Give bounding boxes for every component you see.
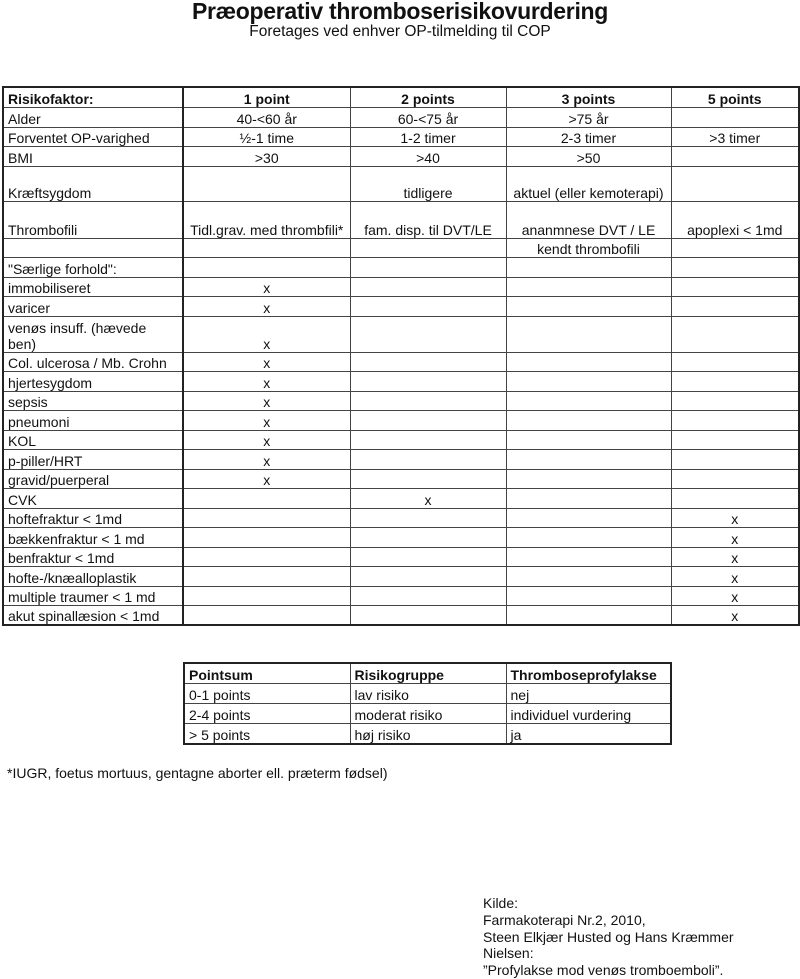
- table-row: [3, 489, 799, 509]
- risk-point-cell: [506, 372, 671, 392]
- summary-cell: individuel vurdering: [506, 704, 671, 724]
- risk-point-cell: fam. disp. til DVT/LE: [350, 201, 506, 238]
- risk-point-cell: [506, 567, 671, 587]
- table-row: [3, 258, 799, 278]
- risk-factor-label: hjertesygdom: [3, 372, 183, 392]
- risk-point-cell: [183, 508, 350, 528]
- risk-point-cell: >3 timer: [671, 127, 799, 147]
- source-citation: [483, 895, 734, 979]
- risk-point-cell: [350, 372, 506, 392]
- table-row: [3, 352, 799, 372]
- risk-point-cell: [183, 258, 350, 278]
- risk-point-cell: x: [183, 352, 350, 372]
- table-row: [3, 528, 799, 548]
- risk-point-cell: x: [671, 606, 799, 626]
- risk-factor-label: Alder: [3, 108, 183, 128]
- column-header: 3 points: [506, 87, 671, 108]
- risk-point-cell: [671, 258, 799, 278]
- risk-point-cell: [183, 586, 350, 606]
- risk-factor-label: gravid/puerperal: [3, 469, 183, 489]
- risk-factor-label: hofte-/knæalloplastik: [3, 567, 183, 587]
- risk-point-cell: [183, 489, 350, 509]
- column-header: 1 point: [183, 87, 350, 108]
- risk-point-cell: x: [183, 411, 350, 431]
- risk-point-cell: x: [671, 567, 799, 587]
- risk-point-cell: [350, 277, 506, 297]
- risk-point-cell: [183, 238, 350, 258]
- risk-factor-label: "Særlige forhold":: [3, 258, 183, 278]
- risk-summary-table: [183, 662, 672, 745]
- risk-point-cell: [671, 238, 799, 258]
- summary-cell: nej: [506, 684, 671, 704]
- summary-cell: 2-4 points: [184, 704, 350, 724]
- risk-factor-label: CVK: [3, 489, 183, 509]
- summary-cell: lav risiko: [350, 684, 506, 704]
- source-line: Steen Elkjær Husted og Hans Kræmmer: [483, 928, 734, 945]
- risk-point-cell: [506, 352, 671, 372]
- risk-point-cell: aktuel (eller kemoterapi): [506, 166, 671, 201]
- source-line: Kilde:: [483, 895, 519, 911]
- risk-point-cell: [350, 430, 506, 450]
- risk-point-cell: [350, 316, 506, 352]
- risk-point-cell: [350, 297, 506, 317]
- table-row: [3, 316, 799, 352]
- risk-point-cell: kendt thrombofili: [506, 238, 671, 258]
- risk-point-cell: [350, 469, 506, 489]
- risk-point-cell: apoplexi < 1md: [671, 201, 799, 238]
- risk-point-cell: [671, 147, 799, 167]
- summary-cell: 0-1 points: [184, 684, 350, 704]
- risk-point-cell: x: [183, 391, 350, 411]
- risk-point-cell: x: [183, 430, 350, 450]
- risk-point-cell: [183, 528, 350, 548]
- risk-point-cell: [350, 606, 506, 626]
- risk-point-cell: x: [183, 372, 350, 392]
- table-row: [3, 567, 799, 587]
- table-row: [184, 704, 671, 724]
- risk-point-cell: [506, 297, 671, 317]
- risk-point-cell: [506, 489, 671, 509]
- summary-cell: ja: [506, 724, 671, 745]
- column-header: 5 points: [671, 87, 799, 108]
- risk-factor-label: [3, 238, 183, 258]
- risk-point-cell: [506, 430, 671, 450]
- risk-factor-label: venøs insuff. (hævede ben): [3, 316, 183, 352]
- risk-point-cell: [671, 469, 799, 489]
- risk-point-cell: [350, 567, 506, 587]
- risk-point-cell: [506, 258, 671, 278]
- risk-point-cell: >50: [506, 147, 671, 167]
- table-row: [3, 547, 799, 567]
- risk-factor-label: BMI: [3, 147, 183, 167]
- risk-factor-label: Thrombofili: [3, 201, 183, 238]
- risk-point-cell: [183, 567, 350, 587]
- risk-factor-label: pneumoni: [3, 411, 183, 431]
- risk-factor-label: Col. ulcerosa / Mb. Crohn: [3, 352, 183, 372]
- risk-point-cell: >30: [183, 147, 350, 167]
- risk-factor-table: [2, 86, 800, 626]
- column-header: Risikofaktor:: [3, 87, 183, 108]
- risk-point-cell: [506, 411, 671, 431]
- source-line: Nielsen:: [483, 945, 534, 962]
- risk-point-cell: [183, 606, 350, 626]
- table-row: [3, 166, 799, 201]
- risk-point-cell: [506, 606, 671, 626]
- risk-point-cell: 60-<75 år: [350, 108, 506, 128]
- table-header-row: [184, 663, 671, 684]
- summary-cell: moderat risiko: [350, 704, 506, 724]
- table-row: [3, 469, 799, 489]
- risk-point-cell: x: [183, 450, 350, 470]
- risk-point-cell: x: [183, 297, 350, 317]
- risk-point-cell: x: [671, 528, 799, 548]
- risk-point-cell: [671, 489, 799, 509]
- footnote: *IUGR, foetus mortuus, gentagne aborter ell. præterm fødsel): [7, 765, 388, 781]
- risk-point-cell: [671, 411, 799, 431]
- risk-factor-label: p-piller/HRT: [3, 450, 183, 470]
- risk-point-cell: [350, 508, 506, 528]
- risk-factor-label: akut spinallæsion < 1md: [3, 606, 183, 626]
- page-title: Præoperativ thromboserisikovurdering: [191, 0, 609, 24]
- risk-point-cell: x: [671, 586, 799, 606]
- risk-point-cell: x: [350, 489, 506, 509]
- risk-factor-label: KOL: [3, 430, 183, 450]
- column-header: Risikogruppe: [350, 663, 506, 684]
- risk-point-cell: >40: [350, 147, 506, 167]
- risk-point-cell: [506, 316, 671, 352]
- risk-point-cell: [506, 528, 671, 548]
- summary-cell: høj risiko: [350, 724, 506, 745]
- risk-point-cell: [506, 547, 671, 567]
- table-row: [3, 606, 799, 626]
- column-header: Pointsum: [184, 663, 350, 684]
- risk-point-cell: [671, 430, 799, 450]
- column-header: Thromboseprofylakse: [506, 663, 671, 684]
- risk-point-cell: ½-1 time: [183, 127, 350, 147]
- risk-point-cell: [506, 450, 671, 470]
- risk-point-cell: [671, 391, 799, 411]
- table-row: [184, 724, 671, 745]
- risk-point-cell: [506, 508, 671, 528]
- risk-point-cell: [350, 391, 506, 411]
- risk-point-cell: [183, 547, 350, 567]
- source-line: ”Profylakse mod venøs tromboemboli”.: [483, 962, 724, 979]
- risk-point-cell: x: [671, 547, 799, 567]
- risk-point-cell: x: [183, 469, 350, 489]
- page-subtitle: Foretages ved enhver OP-tilmelding til COP: [249, 23, 551, 40]
- risk-point-cell: [350, 450, 506, 470]
- risk-point-cell: [350, 352, 506, 372]
- risk-point-cell: [350, 547, 506, 567]
- risk-point-cell: 1-2 timer: [350, 127, 506, 147]
- risk-factor-label: immobiliseret: [3, 277, 183, 297]
- risk-point-cell: [671, 316, 799, 352]
- table-row: [3, 586, 799, 606]
- risk-point-cell: x: [183, 316, 350, 352]
- source-line: Farmakoterapi Nr.2, 2010,: [483, 911, 646, 928]
- risk-factor-label: hoftefraktur < 1md: [3, 508, 183, 528]
- risk-point-cell: [350, 258, 506, 278]
- table-row: [3, 277, 799, 297]
- risk-point-cell: ananmnese DVT / LE: [506, 201, 671, 238]
- risk-factor-label: bækkenfraktur < 1 md: [3, 528, 183, 548]
- risk-point-cell: x: [671, 508, 799, 528]
- risk-point-cell: [350, 528, 506, 548]
- table-row: [3, 508, 799, 528]
- risk-point-cell: tidligere: [350, 166, 506, 201]
- table-header-row: [3, 87, 799, 108]
- table-row: [184, 684, 671, 704]
- risk-factor-label: multiple traumer < 1 md: [3, 586, 183, 606]
- risk-point-cell: >75 år: [506, 108, 671, 128]
- risk-factor-label: Forventet OP-varighed: [3, 127, 183, 147]
- risk-point-cell: x: [183, 277, 350, 297]
- risk-point-cell: [671, 450, 799, 470]
- risk-point-cell: [506, 391, 671, 411]
- table-row: [3, 127, 799, 147]
- table-row: [3, 147, 799, 167]
- column-header: 2 points: [350, 87, 506, 108]
- risk-point-cell: [671, 277, 799, 297]
- risk-point-cell: [671, 108, 799, 128]
- risk-point-cell: [506, 277, 671, 297]
- risk-factor-label: benfraktur < 1md: [3, 547, 183, 567]
- risk-point-cell: [350, 238, 506, 258]
- table-row: [3, 391, 799, 411]
- table-row: [3, 297, 799, 317]
- risk-point-cell: [506, 586, 671, 606]
- risk-point-cell: 40-<60 år: [183, 108, 350, 128]
- risk-point-cell: [671, 372, 799, 392]
- risk-point-cell: Tidl.grav. med thrombfili*: [183, 201, 350, 238]
- risk-factor-label: sepsis: [3, 391, 183, 411]
- risk-point-cell: [671, 352, 799, 372]
- risk-factor-label: Kræftsygdom: [3, 166, 183, 201]
- table-row: [3, 411, 799, 431]
- summary-cell: > 5 points: [184, 724, 350, 745]
- risk-point-cell: [350, 586, 506, 606]
- risk-point-cell: 2-3 timer: [506, 127, 671, 147]
- risk-point-cell: [183, 166, 350, 201]
- risk-point-cell: [350, 411, 506, 431]
- table-row: [3, 108, 799, 128]
- risk-point-cell: [671, 297, 799, 317]
- risk-point-cell: [671, 166, 799, 201]
- table-row: [3, 450, 799, 470]
- risk-factor-label: varicer: [3, 297, 183, 317]
- table-row: [3, 372, 799, 392]
- risk-point-cell: [506, 469, 671, 489]
- table-row: [3, 430, 799, 450]
- table-row: [3, 238, 799, 258]
- table-row: [3, 201, 799, 238]
